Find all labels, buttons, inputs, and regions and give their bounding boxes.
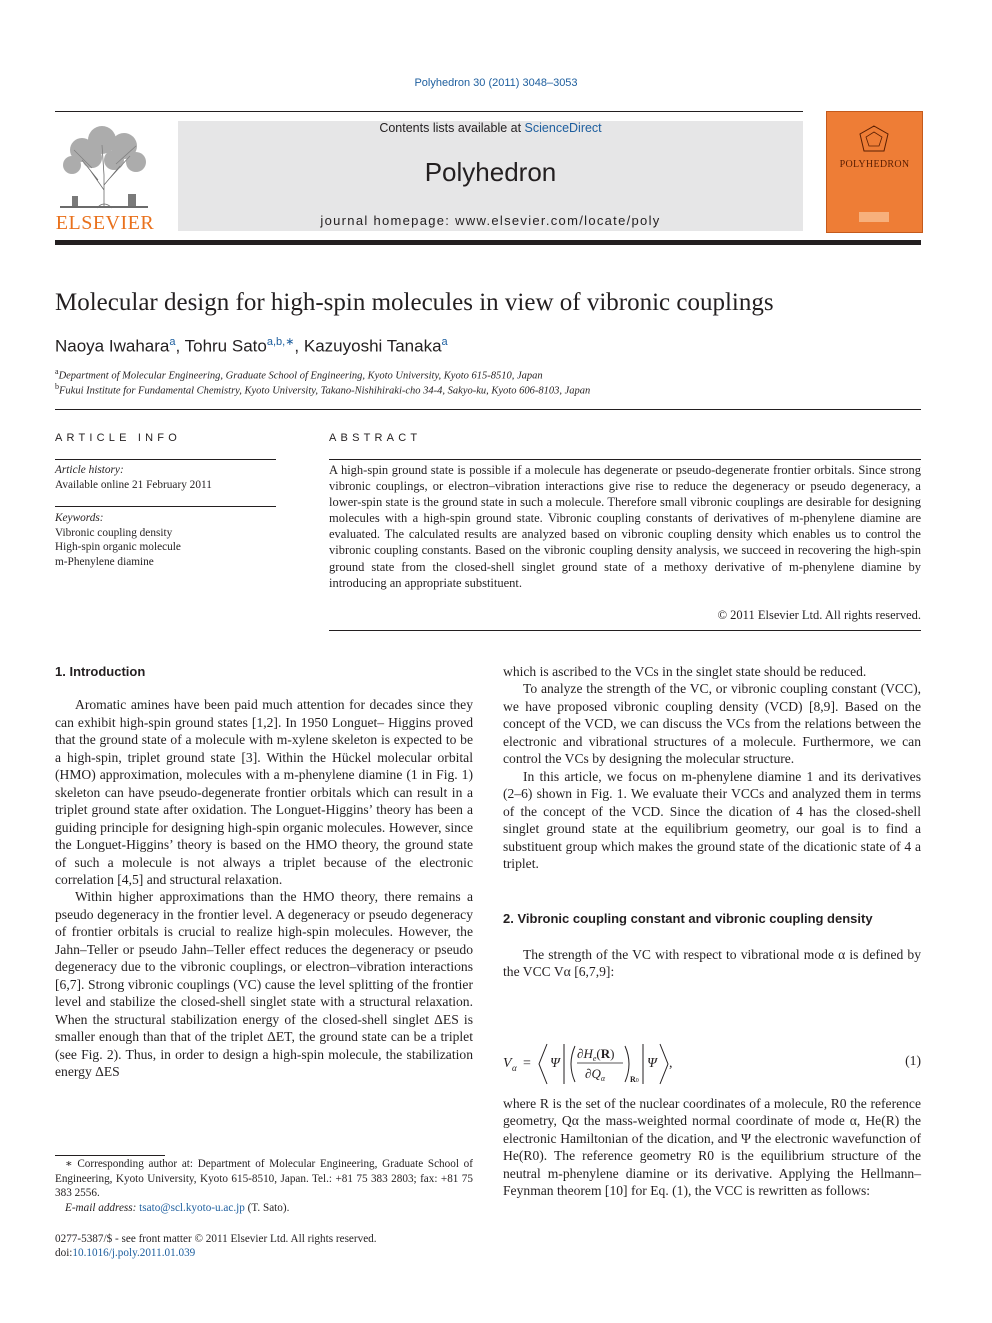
body-paragraph: In this article, we focus on m-phenylene diamine 1 and its derivatives (2–6) shown in Fig. 1. We evaluate their VCCs and analyzed them in terms of the concept of the VCD. Since the dication of 4 has the closed-shell singlet ground state at the equilibrium geometry, our goal is to find a substituent group which makes the ground state of the dicationic state of 4 a triplet. xyxy=(503,768,921,871)
contents-line xyxy=(178,121,803,135)
body-paragraph: To analyze the strength of the VC, or vibronic coupling constant (VCC), we have proposed vibronic coupling density (VCD) [8,9]. Based on the concept of the VCD, we can discuss the VCs from the relations between the electronic and vibrational structures of a molecule. Furthermore, we can control the VCs by designing the molecular structure. xyxy=(503,681,921,767)
section-heading-vibronic: 2. Vibronic coupling constant and vibronic coupling density xyxy=(503,911,873,927)
front-matter-info xyxy=(55,1232,473,1260)
article-info-label: ARTICLE INFO xyxy=(55,432,181,444)
vcc-equation-graphic xyxy=(503,1040,703,1088)
abstract-label: ABSTRACT xyxy=(329,432,422,444)
polyhedron-cover-icon xyxy=(857,124,891,154)
section-heading-introduction: 1. Introduction xyxy=(55,664,146,679)
abstract-rule-top xyxy=(329,459,921,460)
abstract-copyright: © 2011 Elsevier Ltd. All rights reserved. xyxy=(717,608,921,622)
journal-homepage xyxy=(178,213,803,228)
history-label: Article history: xyxy=(55,464,124,476)
author-name[interactable]: Tohru Sato xyxy=(184,336,267,356)
article-info-rule xyxy=(55,459,276,460)
author-affil-sup[interactable]: a xyxy=(169,336,176,348)
homepage-url-link[interactable]: www.elsevier.com/locate/poly xyxy=(455,213,661,228)
history-value: Available online 21 February 2011 xyxy=(55,478,212,491)
author-name[interactable]: Naoya Iwahara xyxy=(55,336,170,356)
svg-text:∂Qα: $\partial Q_\alpha$ xyxy=(585,1066,606,1083)
corresponding-author-note: ∗ Corresponding author at: Department of Molecular Engineering, Graduate School of Engineering, Kyoto University, Kyoto 615-8510, Japan. Tel.: +81 75 383 2803; fax: +81 75 383 2556. xyxy=(55,1158,473,1199)
keywords-label: Keywords: xyxy=(55,512,104,524)
abstract-rule-bottom xyxy=(329,630,921,631)
keywords-rule xyxy=(55,506,276,507)
doi-link[interactable]: 10.1016/j.poly.2011.01.039 xyxy=(72,1247,196,1259)
abstract-text: A high-spin ground state is possible if a molecule has degenerate or pseudo-degenerate frontier orbitals. Since strong vibronic couplings, or electron–vibration interactions give rise to reduce the degeneracy or pseudo degeneracy, a lower-spin state is the ground state in such a molecule. Therefore small vibronic couplings are desirable for designing molecules with a high-spin ground state. Vibronic coupling constants of derivatives of m-phenylene diamine are evaluated. The calculated results are analyzed based on vibronic coupling density which enables us to control the vibronic coupling constants. Based on the vibronic coupling density analysis, we succeed in recovering the high-spin ground state from the closed-shell singlet ground state of a methoxy derivative of m-phenylene diamine by introducing an appropriate substituent. xyxy=(329,463,921,590)
header-thick-rule xyxy=(55,240,921,245)
sciencedirect-link[interactable]: ScienceDirect xyxy=(524,121,602,135)
svg-text:∂He(R): $\partial H_e(R)$ xyxy=(577,1046,615,1063)
journal-cover-image[interactable] xyxy=(826,111,923,233)
issn-line: 0277-5387/$ - see front matter © 2011 Elsevier Ltd. All rights reserved. xyxy=(55,1233,377,1245)
author-list: Naoya Iwahara$^a$, Tohru Sato$^{a,b,∗}$, Kazuyoshi Tanaka$^a$ xyxy=(55,336,448,356)
svg-text:,: , xyxy=(669,1056,673,1071)
equation-1 xyxy=(503,1040,921,1088)
email-link[interactable]: tsato@scl.kyoto-u.ac.jp xyxy=(139,1201,245,1214)
body-paragraph: Within higher approximations than the HMO theory, there remains a pseudo degeneracy in the frontier level. A degeneracy or pseudo degeneracy of frontier orbitals is crucial to realize high-spin molecules. However, the Jahn–Teller or pseudo Jahn–Teller effect reduces the degeneracy or pseudo degeneracy due to the vibronic couplings, or electron–vibration interactions [6,7]. Strong vibronic couplings (VC) cause the level splitting of the frontier level and stabilize the closed-shell singlet state with a structural relaxation. When the structural stabilization energy of the closed-shell singlet ΔES is smaller enough than that of the triplet ΔET, the ground state can be a triplet (see Fig. 2). Thus, in order to design a high-spin molecule, the stabilization energy ΔES xyxy=(55,889,473,1079)
journal-name: Polyhedron xyxy=(424,157,557,187)
keyword-item: High-spin organic molecule xyxy=(55,541,181,553)
body-paragraph: which is ascribed to the VCs in the singlet state should be reduced. xyxy=(503,664,867,679)
body-paragraph: Aromatic amines have been paid much attention for decades since they can exhibit high-spin ground states [1,2]. In 1950 Longuet– Higgins proved that the ground state of a molecule with m-xylene skeleton is expected to be a high-spin, triplet ground state [3]. Within the Hückel molecular orbital (HMO) approximation, molecules with a m-phenylene diamine (1 in Fig. 1) skeleton can have pseudo-degenerate frontier orbitals which can result in a triplet ground state after oxidation. The Longuet-Higgins’ theory has been a guiding principle for designing high-spin organic molecules. However, since the Longuet-Higgins’ theory is based on the HMO theory, the ground state of such a molecule is not always a triplet because of the electronic correlation [4,5] and structural relaxation. xyxy=(55,697,473,887)
journal-masthead xyxy=(178,121,803,231)
journal-citation-link[interactable]: Polyhedron 30 (2011) 3048–3053 xyxy=(414,77,578,89)
affiliation-a: $^a$Department of Molecular Engineering, Graduate School of Engineering, Kyoto University, Kyoto 615-8510, Japan xyxy=(55,367,543,382)
author-name[interactable]: Kazuyoshi Tanaka xyxy=(303,336,442,356)
footnote-rule xyxy=(55,1155,165,1156)
contents-prefix: Contents lists available at xyxy=(379,121,525,135)
svg-text:R0: R0 xyxy=(630,1075,639,1084)
body-paragraph: where R is the set of the nuclear coordinates of a molecule, R0 the reference geometry, Qα the mass-weighted normal coordinate of mode α, He(R) the electronic Hamiltonian of the dication, and Ψ the electronic wavefunction of He(R0). The reference geometry R0 is the equilibrium structure of the neutral m-phenylene diamine or its derivative. Applying the Hellmann–Feynman theorem [10] for Eq. (1), the VCC is rewritten as follows: xyxy=(503,1096,921,1199)
body-paragraph: The strength of the VC with respect to vibrational mode α is defined by the VCC Vα [6,7,9]: xyxy=(503,946,921,980)
author-affil-sup[interactable]: a xyxy=(441,336,448,348)
body-column-right xyxy=(503,663,921,981)
svg-text:Ψ: Ψ xyxy=(550,1056,560,1071)
body-column-right-lower xyxy=(503,1095,921,1200)
svg-text:=: = xyxy=(523,1056,531,1071)
article-title: Molecular design for high-spin molecules in view of vibronic couplings xyxy=(55,289,774,316)
cover-publisher-mark xyxy=(859,212,889,222)
keywords-block xyxy=(55,511,276,569)
email-note: E-mail address: tsato@scl.kyoto-u.ac.jp (T. Sato). xyxy=(65,1201,290,1214)
equation-number: (1) xyxy=(905,1053,921,1068)
article-history xyxy=(55,463,276,492)
author-affil-sup[interactable]: a,b,∗ xyxy=(266,336,295,348)
svg-text:α: α xyxy=(512,1063,517,1073)
svg-text:Ψ: Ψ xyxy=(647,1056,657,1071)
affiliation-rule xyxy=(55,409,921,410)
keyword-item: m-Phenylene diamine xyxy=(55,555,154,568)
footnotes xyxy=(55,1157,473,1215)
homepage-prefix: journal homepage: xyxy=(320,213,456,228)
header-rule xyxy=(55,111,803,112)
elsevier-wordmark: ELSEVIER xyxy=(55,212,155,234)
affiliation-b: $^b$Fukui Institute for Fundamental Chemistry, Kyoto University, Takano-Nishihiraki-cho 34-4, Sakyo-ku, Kyoto 606-8103, Japan xyxy=(55,382,591,397)
svg-text:V: V xyxy=(503,1056,512,1071)
body-column-left xyxy=(55,663,473,1080)
cover-title: POLYHEDRON xyxy=(839,159,910,170)
keyword-item: Vibronic coupling density xyxy=(55,526,173,539)
doi-line: doi:10.1016/j.poly.2011.01.039 xyxy=(55,1247,196,1259)
